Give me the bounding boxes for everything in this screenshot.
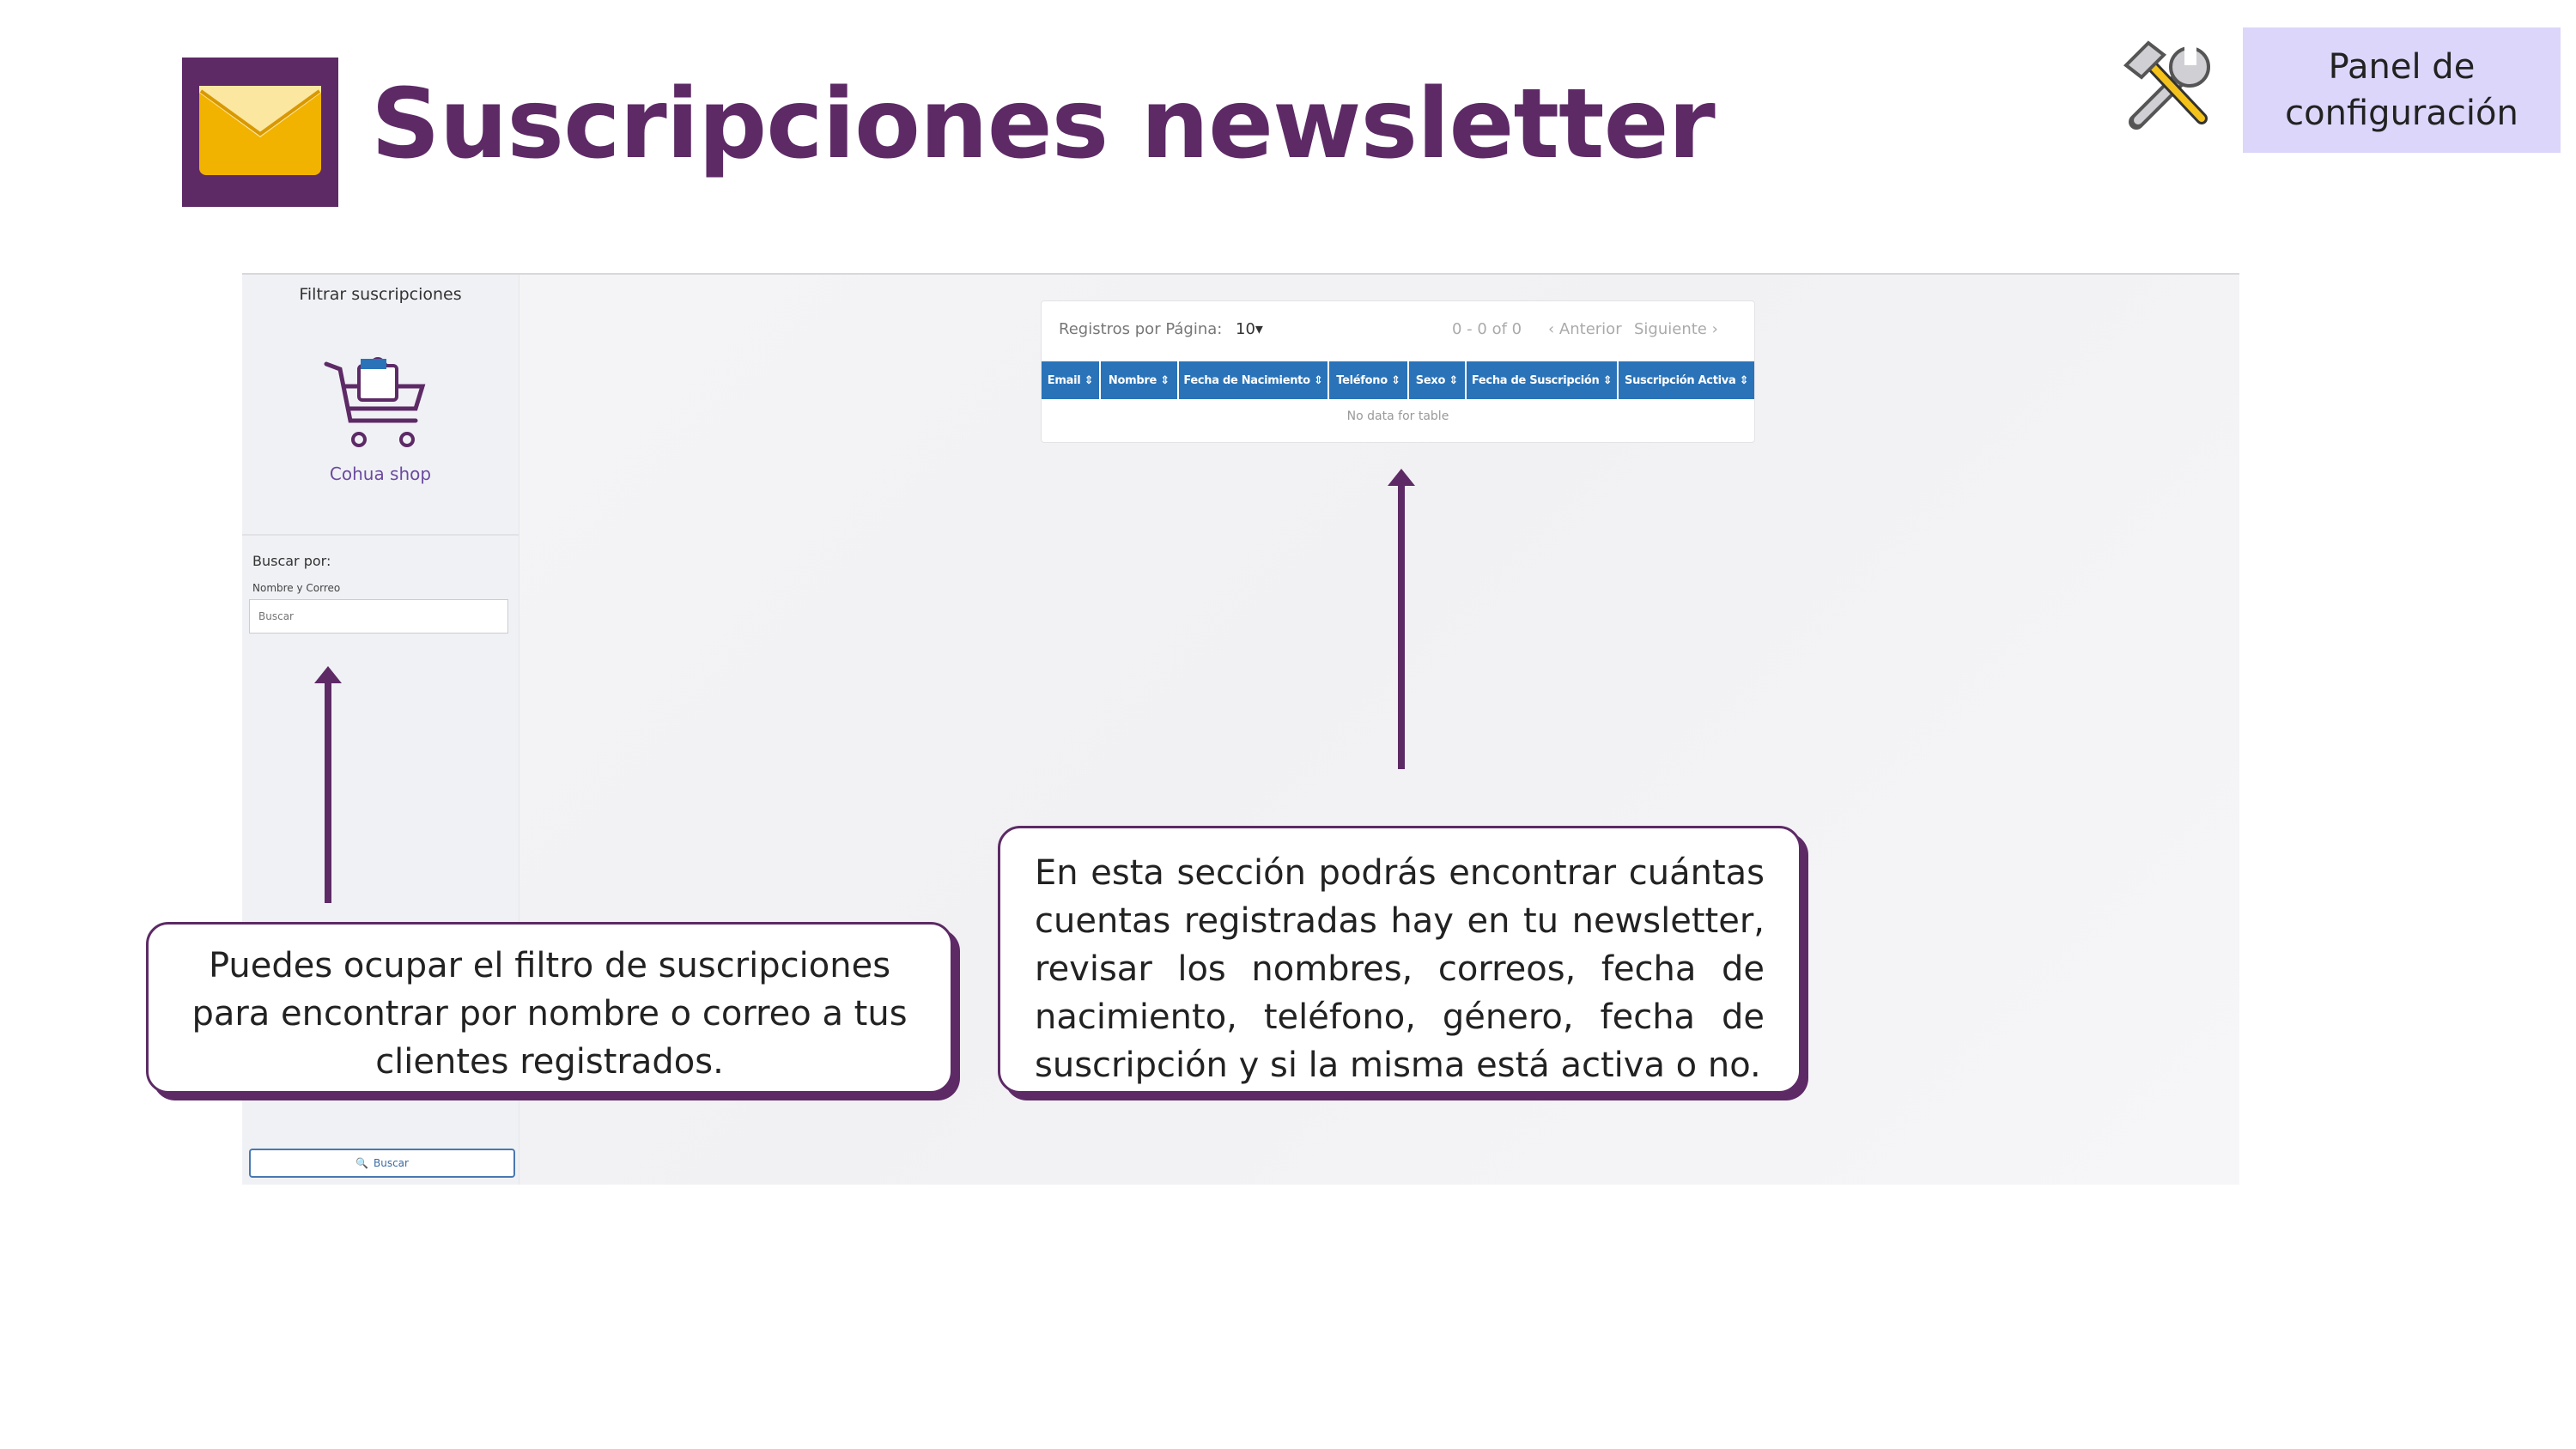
column-telefono[interactable]: Teléfono ⇕ <box>1329 361 1409 399</box>
envelope-logo-box <box>182 58 338 207</box>
pager-count: 0 - 0 of 0 <box>1452 320 1522 338</box>
sort-icon: ⇕ <box>1084 373 1094 387</box>
panel-badge: Panel de configuración <box>2243 27 2561 153</box>
column-nombre[interactable]: Nombre ⇕ <box>1101 361 1179 399</box>
search-by-label: Buscar por: <box>252 553 331 569</box>
sort-icon: ⇕ <box>1449 373 1458 387</box>
pager-prev-button[interactable] <box>1548 320 1622 338</box>
pager-next-button[interactable] <box>1634 320 1718 338</box>
page-title: Suscripciones newsletter <box>371 69 1715 180</box>
column-fecha-suscripcion[interactable]: Fecha de Suscripción ⇕ <box>1467 361 1619 399</box>
pager-prev-label: Anterior <box>1558 320 1622 338</box>
subscriptions-table-card <box>1041 300 1755 443</box>
sort-icon: ⇕ <box>1739 373 1749 387</box>
callout-table: En esta sección podrás encontrar cuántas cuentas registradas hay en tu newsletter, revisar los nombres, correos, fecha de nacimiento, teléfono, género, fecha de suscripción y si la misma está activa o no. <box>998 826 1801 1094</box>
caret-down-icon: ▾ <box>1255 320 1263 338</box>
sort-icon: ⇕ <box>1160 373 1170 387</box>
chevron-left-icon: ‹ <box>1548 320 1559 338</box>
search-button[interactable] <box>249 1149 515 1178</box>
table-empty-message: No data for table <box>1346 409 1449 423</box>
sort-icon: ⇕ <box>1391 373 1400 387</box>
search-button-label: Buscar <box>373 1157 409 1169</box>
search-icon: 🔍 <box>355 1157 368 1169</box>
shopping-cart-icon <box>321 354 433 460</box>
per-page-value: 10 <box>1236 320 1255 338</box>
envelope-icon <box>197 84 323 179</box>
pager-next-label: Siguiente <box>1634 320 1707 338</box>
hammer-wrench-icon <box>2119 39 2219 139</box>
column-sexo[interactable]: Sexo ⇕ <box>1409 361 1467 399</box>
arrow-up-icon <box>1384 467 1419 771</box>
sort-icon: ⇕ <box>1602 373 1613 387</box>
search-input[interactable] <box>249 599 508 634</box>
sort-icon: ⇕ <box>1313 373 1323 387</box>
column-fecha-nacimiento[interactable]: Fecha de Nacimiento ⇕ <box>1179 361 1329 399</box>
name-email-label: Nombre y Correo <box>252 582 341 594</box>
per-page-select[interactable] <box>1236 320 1263 338</box>
callout-filter: Puedes ocupar el filtro de suscripciones para encontrar por nombre o correo a tus clientes registrados. <box>146 922 953 1094</box>
sidebar-divider <box>242 534 519 536</box>
per-page-label: Registros por Página: <box>1059 320 1223 338</box>
column-email[interactable]: Email ⇕ <box>1042 361 1101 399</box>
arrow-up-icon <box>311 664 345 905</box>
sidebar-title: Filtrar suscripciones <box>299 285 462 304</box>
chevron-right-icon: › <box>1706 320 1718 338</box>
column-suscripcion-activa[interactable]: Suscripción Activa ⇕ <box>1625 373 1749 387</box>
shop-logo-text: Cohua shop <box>329 464 432 484</box>
table-header <box>1042 361 1754 399</box>
